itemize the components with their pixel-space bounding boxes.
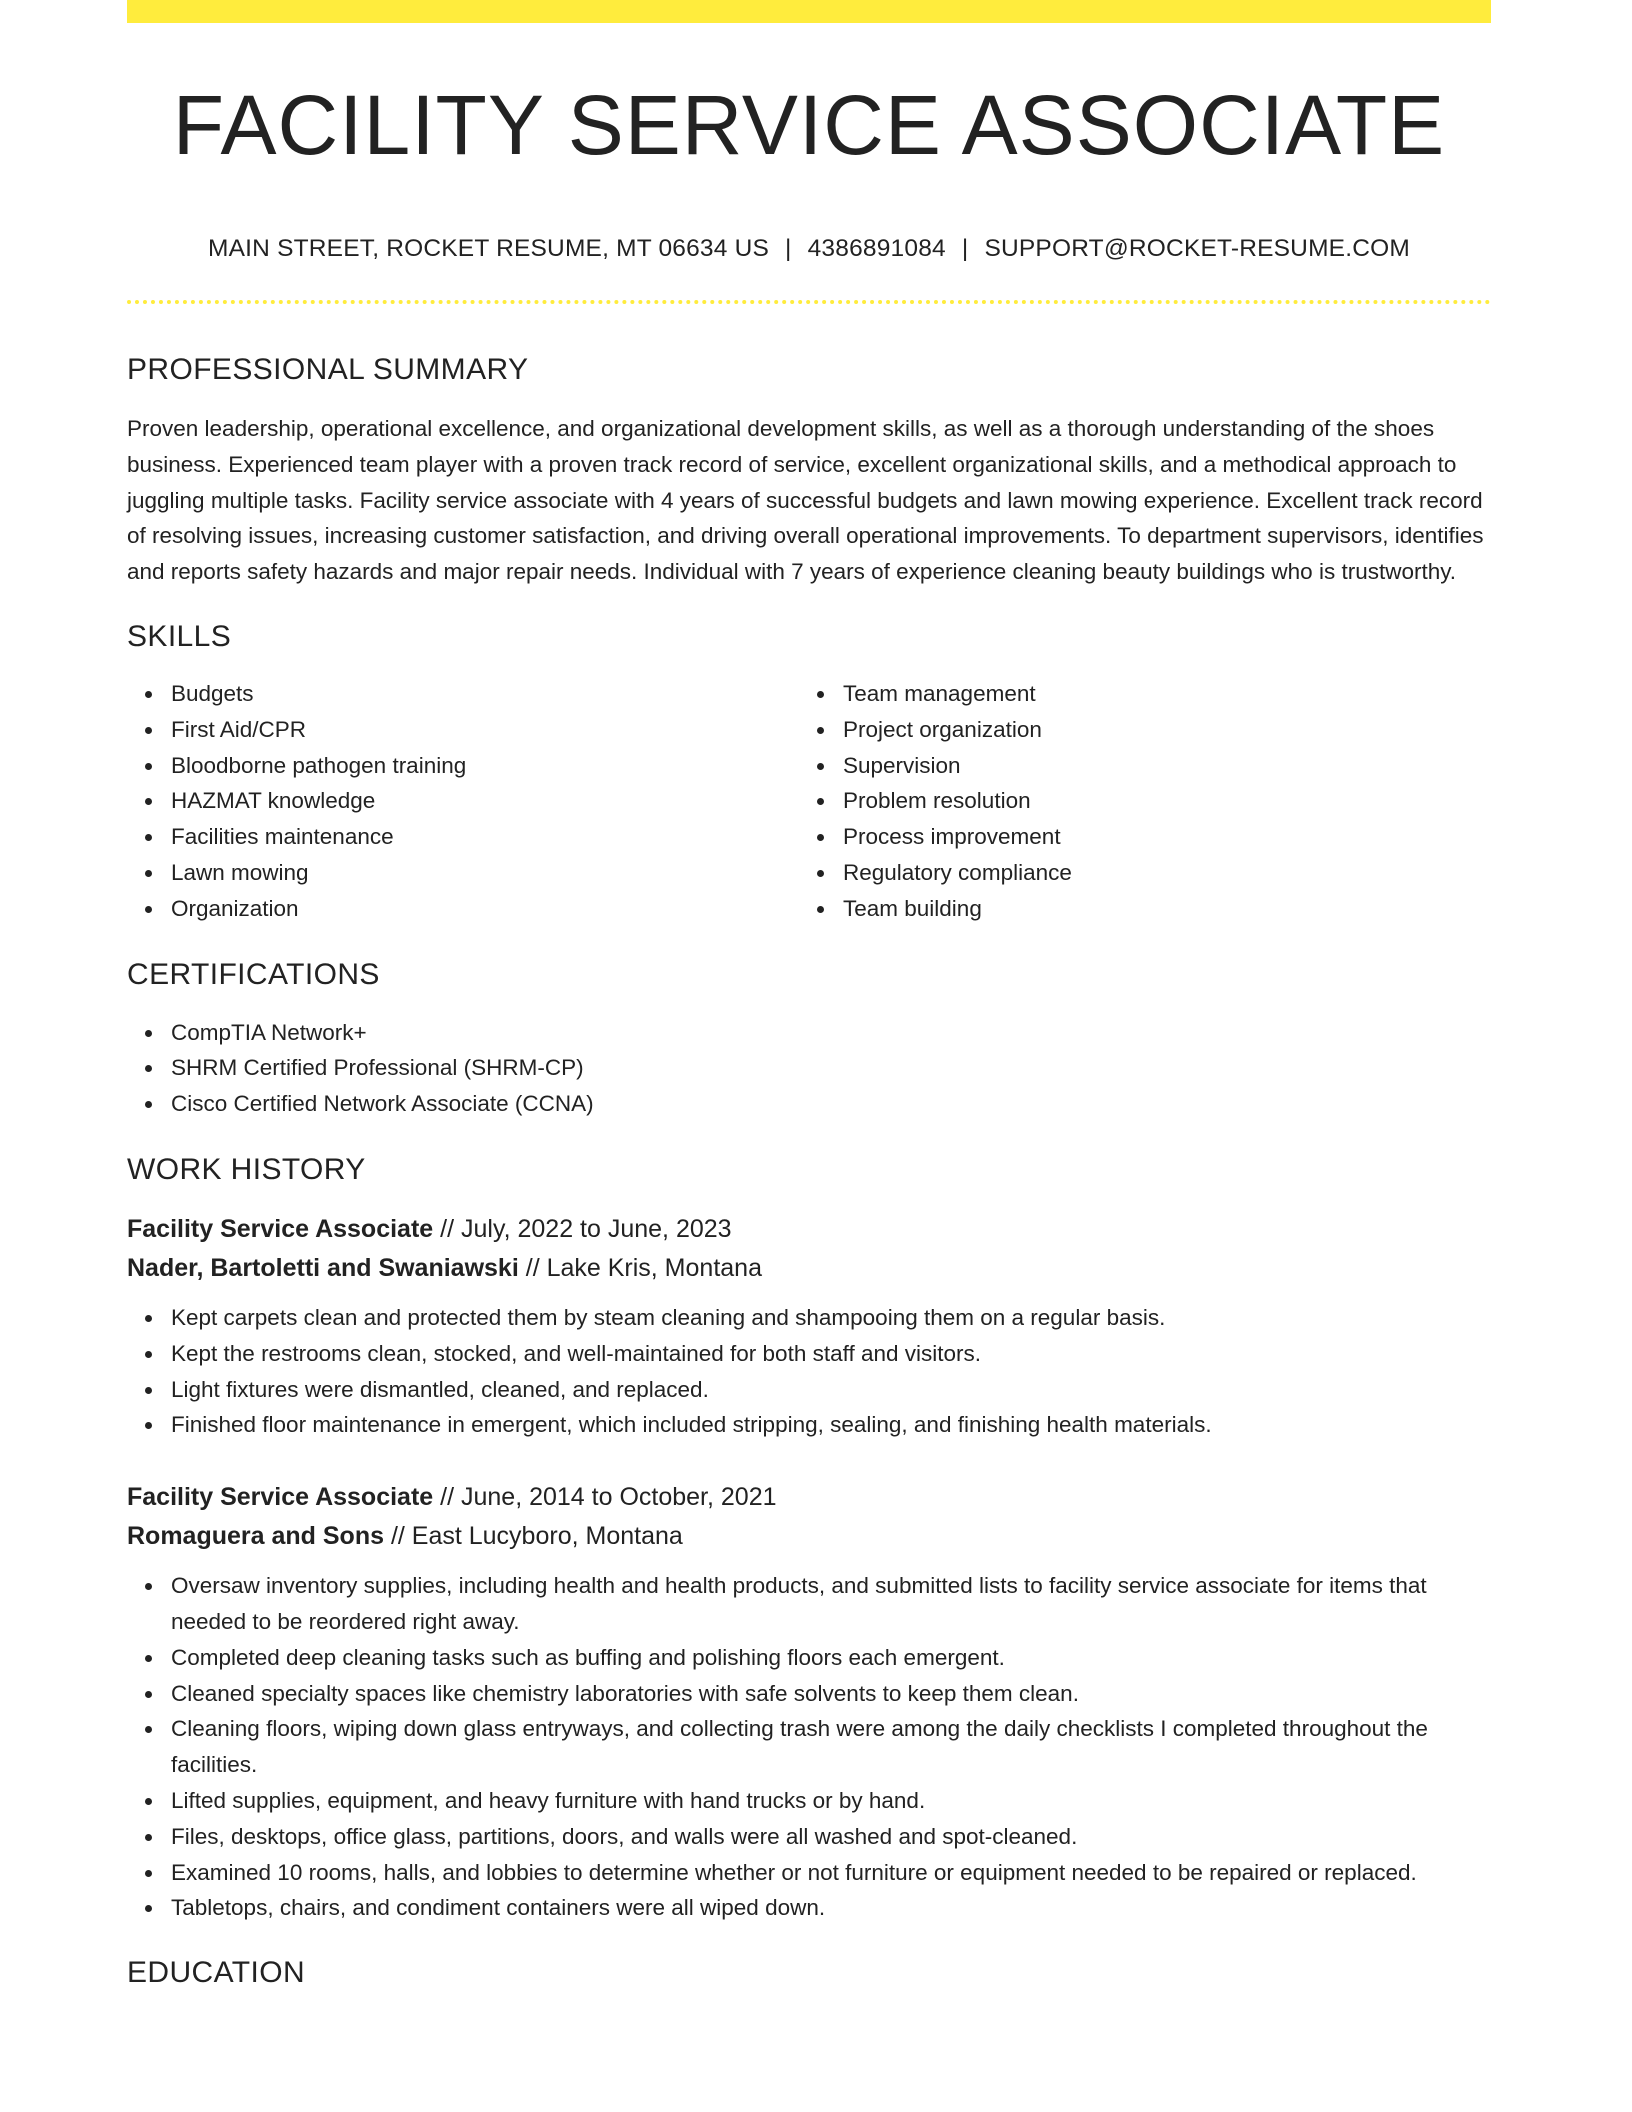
contact-separator: | xyxy=(961,235,969,262)
job-duty-item: Oversaw inventory supplies, including health and health products, and submitted lists to facility service associate for items that needed to be reordered right away. xyxy=(171,1568,1491,1640)
job-title: Facility Service Associate xyxy=(127,1483,434,1512)
job-location: // East Lucyboro, Montana xyxy=(384,1522,683,1551)
contact-separator: | xyxy=(785,235,792,262)
job-duty-item: Examined 10 rooms, halls, and lobbies to determine whether or not furniture or equipment needed to be repaired or replaced. xyxy=(171,1855,1491,1891)
job-company-line xyxy=(127,1249,1491,1288)
skill-item: Regulatory compliance xyxy=(843,855,1471,891)
skill-item: Budgets xyxy=(171,676,799,712)
skills-column-left xyxy=(127,676,799,927)
summary-text: Proven leadership, operational excellence, and organizational development skills, as well as a thorough understanding of the shoes business. Experienced team player with a proven track record of service, excellent organizational skills, and a methodical approach to juggling multiple tasks. Facility service associate with 4 years of successful budgets and lawn mowing experience. Excellent track record of resolving issues, increasing customer satisfaction, and driving overall operational improvements. To department supervisors, identifies and reports safety hazards and major repair needs. Individual with 7 years of experience cleaning beauty buildings who is trustworthy. xyxy=(127,416,1484,585)
certification-item: CompTIA Network+ xyxy=(171,1015,1491,1051)
education-heading: EDUCATION xyxy=(127,1956,306,1990)
contact-email: SUPPORT@ROCKET-RESUME.COM xyxy=(984,235,1410,262)
skills-heading: SKILLS xyxy=(127,619,232,653)
job-entry xyxy=(127,1478,1491,1926)
work-history-heading: WORK HISTORY xyxy=(127,1152,366,1186)
certification-item: SHRM Certified Professional (SHRM-CP) xyxy=(171,1050,1491,1086)
skill-item: Bloodborne pathogen training xyxy=(171,748,799,784)
job-dates: // June, 2014 to October, 2021 xyxy=(433,1483,777,1512)
certification-item: Cisco Certified Network Associate (CCNA) xyxy=(171,1086,1491,1122)
job-duty-item: Files, desktops, office glass, partitions, doors, and walls were all washed and spot-cleaned. xyxy=(171,1819,1491,1855)
job-location: // Lake Kris, Montana xyxy=(518,1253,762,1282)
job-duty-item: Tabletops, chairs, and condiment containers were all wiped down. xyxy=(171,1890,1491,1926)
skill-item: Process improvement xyxy=(843,819,1471,855)
job-company: Romaguera and Sons xyxy=(127,1522,384,1551)
job-duty-item: Light fixtures were dismantled, cleaned, and replaced. xyxy=(171,1372,1491,1408)
skills-grid xyxy=(127,676,1491,927)
resume-page xyxy=(127,0,1491,1988)
skills-column-right xyxy=(799,676,1471,927)
skills-list-right xyxy=(799,676,1471,927)
resume-title: FACILITY SERVICE ASSOCIATE xyxy=(172,78,1446,172)
skill-item: Lawn mowing xyxy=(171,855,799,891)
certifications-list xyxy=(127,1015,1491,1122)
skill-item: Team building xyxy=(843,891,1471,927)
job-title: Facility Service Associate xyxy=(127,1214,434,1243)
job-dates: // July, 2022 to June, 2023 xyxy=(433,1214,732,1243)
job-duties-list xyxy=(127,1568,1491,1926)
skills-list-left xyxy=(127,676,799,927)
job-duties-list xyxy=(127,1300,1491,1443)
job-company: Nader, Bartoletti and Swaniawski xyxy=(127,1253,519,1282)
job-duty-item: Kept the restrooms clean, stocked, and well-maintained for both staff and visitors. xyxy=(171,1336,1491,1372)
header-divider xyxy=(127,300,1491,304)
job-duty-item: Finished floor maintenance in emergent, which included stripping, sealing, and finishing health materials. xyxy=(171,1407,1491,1443)
certifications-heading: CERTIFICATIONS xyxy=(127,957,380,991)
job-title-line xyxy=(127,1210,1491,1249)
job-duty-item: Cleaning floors, wiping down glass entryways, and collecting trash were among the daily checklists I completed throughout the facilities. xyxy=(171,1711,1491,1783)
skill-item: HAZMAT knowledge xyxy=(171,783,799,819)
contact-address: MAIN STREET, ROCKET RESUME, MT 06634 US xyxy=(208,235,770,262)
job-company-line xyxy=(127,1517,1491,1556)
job-duty-item: Lifted supplies, equipment, and heavy furniture with hand trucks or by hand. xyxy=(171,1783,1491,1819)
job-title-line xyxy=(127,1478,1491,1517)
skill-item: Supervision xyxy=(843,748,1471,784)
contact-phone: 4386891084 xyxy=(807,235,946,262)
skill-item: Team management xyxy=(843,676,1471,712)
job-duty-item: Kept carpets clean and protected them by steam cleaning and shampooing them on a regular basis. xyxy=(171,1300,1491,1336)
skill-item: Organization xyxy=(171,891,799,927)
skill-item: Facilities maintenance xyxy=(171,819,799,855)
accent-top-bar xyxy=(127,0,1491,23)
contact-line xyxy=(127,235,1491,263)
summary-heading: PROFESSIONAL SUMMARY xyxy=(127,353,529,386)
job-duty-item: Completed deep cleaning tasks such as buffing and polishing floors each emergent. xyxy=(171,1640,1491,1676)
skill-item: Project organization xyxy=(843,712,1471,748)
skill-item: Problem resolution xyxy=(843,783,1471,819)
job-duty-item: Cleaned specialty spaces like chemistry laboratories with safe solvents to keep them clean. xyxy=(171,1676,1491,1712)
job-entry xyxy=(127,1210,1491,1443)
skill-item: First Aid/CPR xyxy=(171,712,799,748)
